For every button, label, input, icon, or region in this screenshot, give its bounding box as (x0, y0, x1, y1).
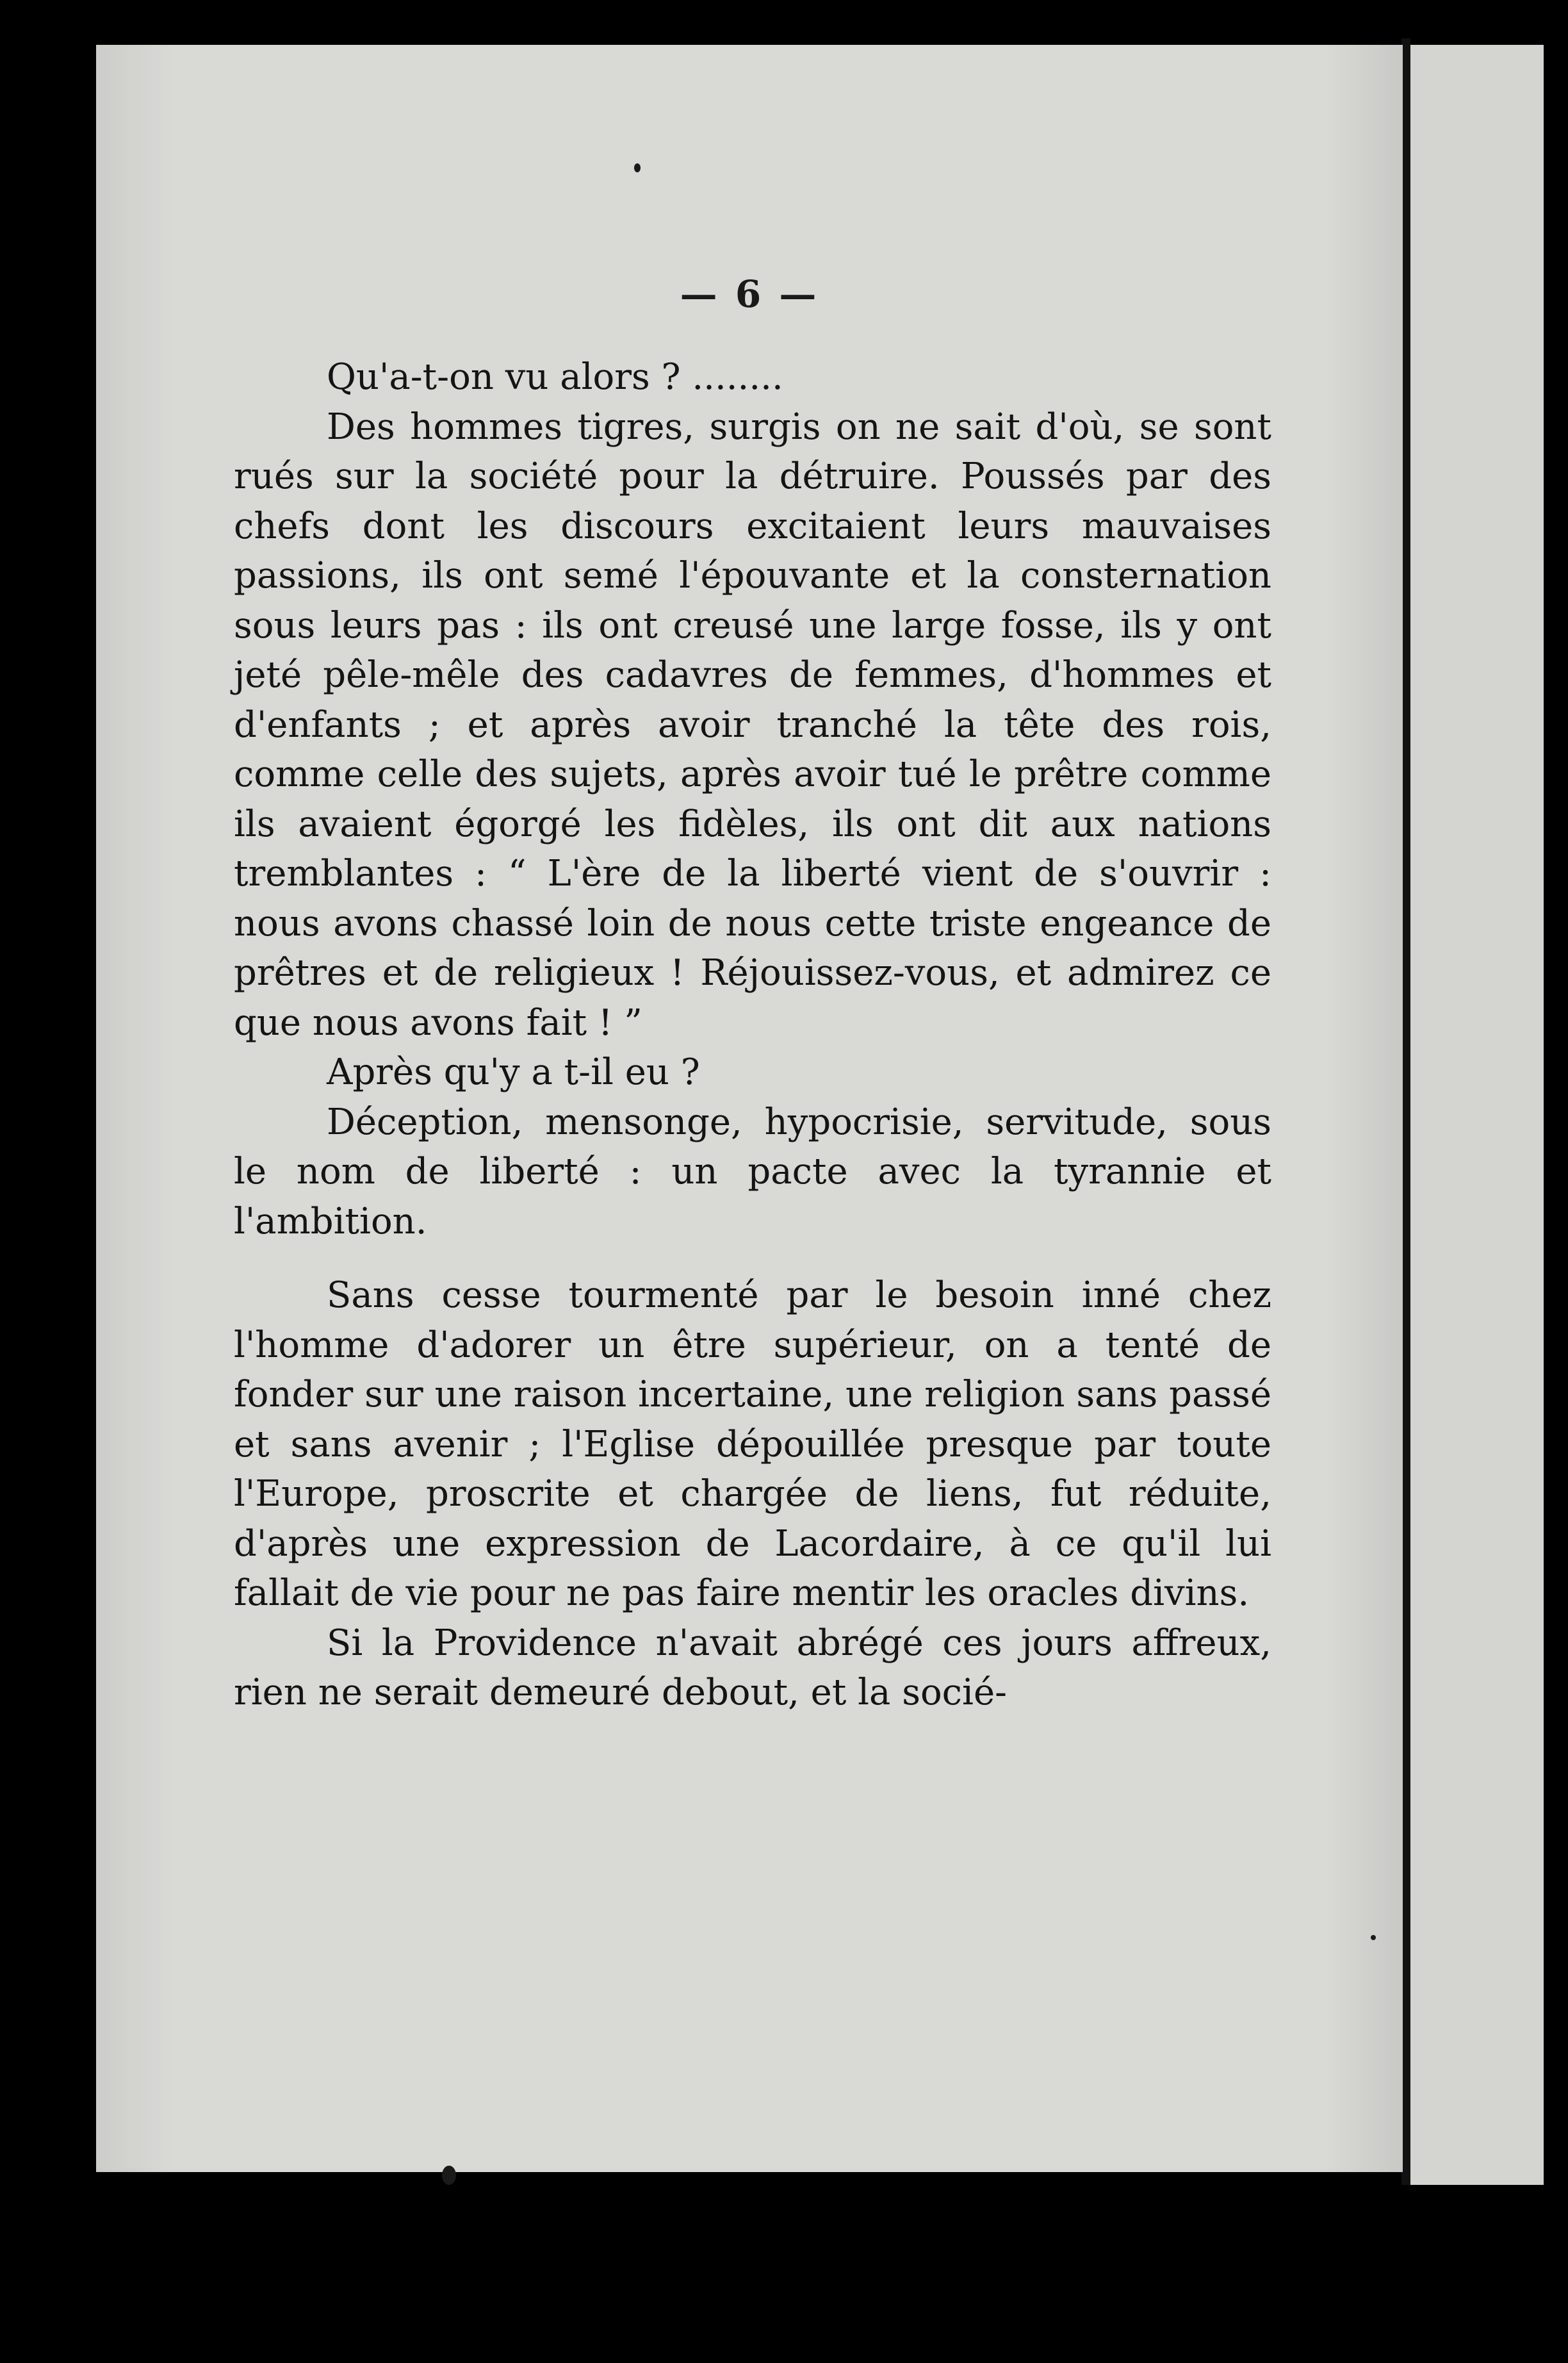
paragraph: Déception, mensonge, hypocrisie, servitude, sous le nom de liberté : un pacte avec la tyrannie et l'ambition. (234, 1101, 1271, 1242)
paragraph: Des hommes tigres, surgis on ne sait d'où, se sont rués sur la société pour la détruire. Poussés par des chefs dont les discours excitaient leurs mauvaises passions, ils ont semé l'épouvante et la consternation sous leurs pas : ils ont creusé une large fosse, ils y ont jeté pêle-mêle des cadavres de femmes, d'hommes et d'enfants ; et après avoir tranché la tête des rois, comme celle des sujets, après avoir tué le prêtre comme ils avaient égorgé les fidèles, ils ont dit aux nations tremblantes : “ L'ère de la liberté vient de s'ouvrir : nous avons chassé loin de nous cette triste engeance de prêtres et de religieux ! Réjouissez-vous, et admirez ce que nous avons fait ! ” (234, 406, 1271, 1044)
body-text (234, 352, 1271, 1718)
page-number: — 6 — (680, 272, 819, 316)
document-page (96, 45, 1403, 2172)
paragraph: Qu'a-t-on vu alors ? ........ (327, 356, 783, 398)
facing-page-edge (1409, 45, 1544, 2185)
ink-speck (634, 163, 641, 172)
paragraph: Sans cesse tourmenté par le besoin inné chez l'homme d'adorer un être supérieur, on a tenté de fonder sur une raison incertaine, une religion sans passé et sans avenir ; l'Eglise dépouillée presque par toute l'Europe, proscrite et chargée de liens, fut réduite, d'après une expression de Lacordaire, à ce qu'il lui fallait de vie pour ne pas faire mentir les oracles divins. (234, 1274, 1271, 1614)
ink-speck (1371, 1935, 1376, 1940)
paragraph: Après qu'y a t-il eu ? (327, 1051, 700, 1093)
paragraph: Si la Providence n'avait abrégé ces jours affreux, rien ne serait demeuré debout, et la socié- (234, 1622, 1271, 1713)
binding-fold (1401, 38, 1410, 2185)
ink-speck (442, 2166, 456, 2185)
